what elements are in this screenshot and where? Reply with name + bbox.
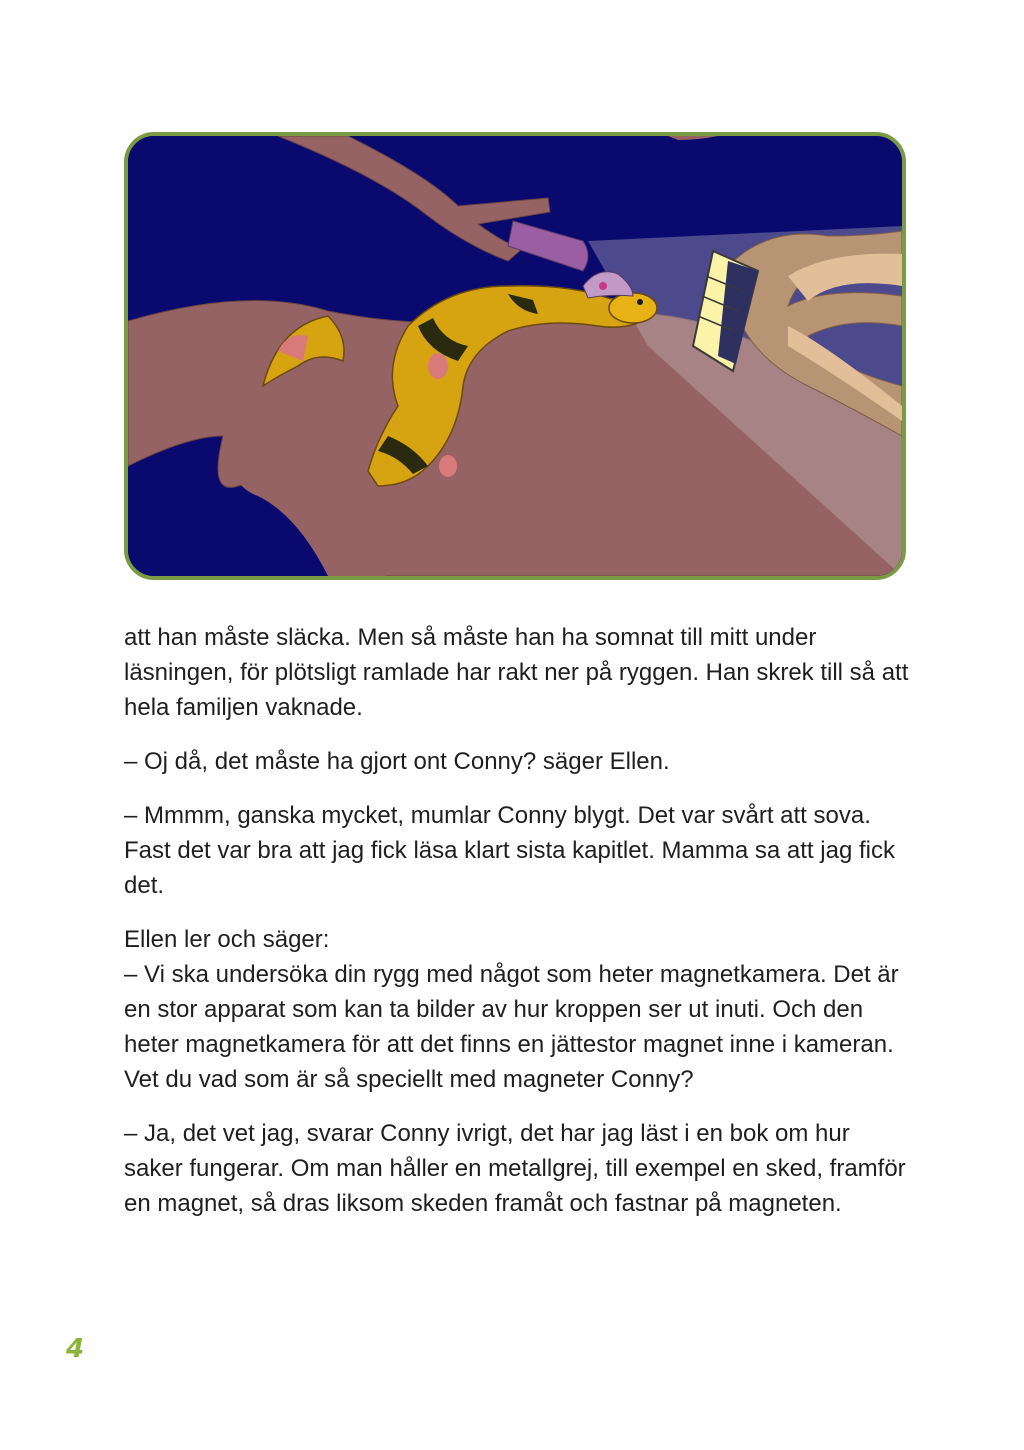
story-paragraph: – Vi ska undersöka din rygg med något som heter magnetkamera. Det är en stor apparat som kan ta bilder av hur kroppen ser ut inuti. Och den heter magnetkamera för att det finns en jättestor magnet inne i kameran. Vet du vad som är så speciellt med magneter Conny? xyxy=(124,961,899,1093)
page-number: 4 xyxy=(66,1334,85,1364)
story-text xyxy=(124,620,914,1240)
story-paragraph: att han måste släcka. Men så måste han ha somnat till mitt under läsningen, för plötsligt ramlade har rakt ner på ryggen. Han skrek till så att hela familjen vaknade. xyxy=(124,624,909,721)
story-paragraph: – Ja, det vet jag, svarar Conny ivrigt, det har jag läst i en bok om hur saker fungerar. Om man håller en metallgrej, till exempel en sked, framför en magnet, så dras liksom skeden framåt och fastnar på magneten. xyxy=(124,1120,906,1217)
story-paragraph: – Oj då, det måste ha gjort ont Conny? säger Ellen. xyxy=(124,748,670,775)
story-paragraph: – Mmmm, ganska mycket, mumlar Conny blygt. Det var svårt att sova. Fast det var bra att jag fick läsa klart sista kapitlet. Mamma sa att jag fick det. xyxy=(124,802,895,899)
story-paragraph: Ellen ler och säger: xyxy=(124,926,330,953)
story-illustration xyxy=(124,132,906,580)
night-tree-scene xyxy=(128,136,902,576)
